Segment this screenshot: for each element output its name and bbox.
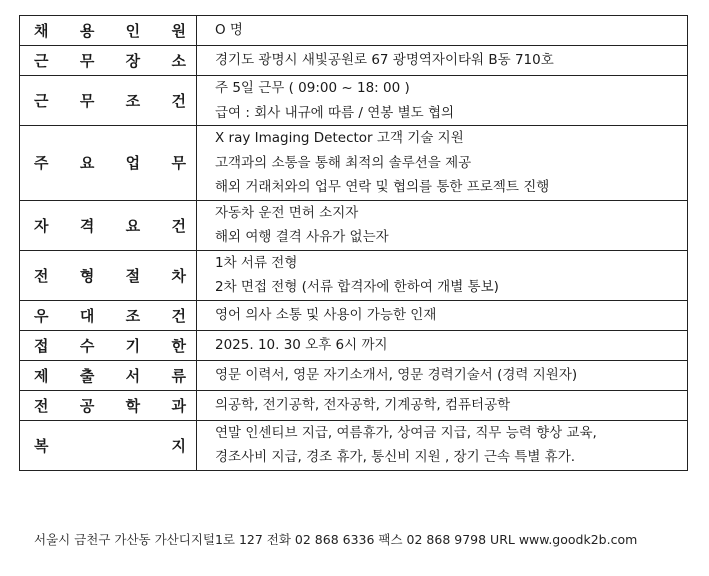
table-row xyxy=(20,420,688,470)
row-label-char: 요 xyxy=(125,216,141,235)
row-value-line: X ray Imaging Detector 고객 기술 지원 xyxy=(215,130,464,146)
row-label-char: 출 xyxy=(79,366,95,385)
company-footer: 서울시 금천구 가산동 가산디지털1로 127 전화 02 868 6336 팩스 02 868 9798 URL www.goodk2b.com xyxy=(34,532,638,547)
row-label-cell xyxy=(20,16,197,46)
row-label-char: 조 xyxy=(125,306,141,325)
row-label-cell xyxy=(20,300,197,330)
table-row xyxy=(20,250,688,300)
row-label-char: 제 xyxy=(34,366,49,385)
row-label xyxy=(34,335,186,356)
row-value-line: 1차 서류 전형 xyxy=(215,254,298,271)
row-value-cell xyxy=(197,76,688,126)
row-label-char: 류 xyxy=(171,366,186,385)
row-value-line: 급여 : 회사 내규에 따름 / 연봉 별도 협의 xyxy=(215,104,455,121)
table-row xyxy=(20,46,688,76)
row-value-cell xyxy=(197,250,688,300)
row-label-char: 근 xyxy=(34,52,49,70)
row-label-char: 격 xyxy=(79,216,95,235)
row-label-cell xyxy=(20,360,197,390)
row-label-char: 한 xyxy=(171,336,186,355)
table-row xyxy=(20,200,688,250)
row-label-char: 근 xyxy=(34,92,49,110)
row-label-char: 조 xyxy=(125,92,141,110)
row-value-line: 자동차 운전 면허 소지자 xyxy=(215,204,359,221)
row-label xyxy=(34,50,186,71)
row-label-char: 학 xyxy=(125,396,141,415)
row-label xyxy=(34,20,186,41)
row-value-line: 경기도 광명시 새빛공원로 67 광명역자이타워 B동 710호 xyxy=(215,52,554,69)
table-row xyxy=(20,126,688,201)
row-label-cell xyxy=(20,250,197,300)
table-row xyxy=(20,16,688,46)
row-value-line: 고객과의 소통을 통해 최적의 솔루션을 제공 xyxy=(215,154,472,171)
row-value-cell xyxy=(197,420,688,470)
row-value-cell xyxy=(197,330,688,360)
row-value-line: 영문 이력서, 영문 자기소개서, 영문 경력기술서 (경력 지원자) xyxy=(215,366,578,383)
row-label-cell xyxy=(20,390,197,420)
row-value-line: 경조사비 지급, 경조 휴가, 통신비 지원 , 장기 근속 특별 휴가. xyxy=(215,449,576,465)
row-label-char: 과 xyxy=(171,396,186,415)
row-label xyxy=(34,215,186,236)
row-value-cell xyxy=(197,126,688,201)
row-label-char: 전 xyxy=(34,396,49,415)
row-value-line: 연말 인센티브 지급, 여름휴가, 상여금 지급, 직무 능력 향상 교육, xyxy=(215,424,597,441)
row-label-char: 전 xyxy=(34,266,49,285)
row-label-char: 우 xyxy=(34,306,49,325)
row-label-char: 수 xyxy=(79,336,95,355)
row-label-char: 건 xyxy=(171,216,186,235)
row-value-line: 해외 거래처와의 업무 연락 및 협의를 통한 프로젝트 진행 xyxy=(215,179,550,195)
row-value-cell xyxy=(197,360,688,390)
row-value-cell xyxy=(197,300,688,330)
row-label xyxy=(34,152,186,173)
row-label-char: 주 xyxy=(34,154,49,173)
row-label-cell xyxy=(20,420,197,470)
row-label-char: 무 xyxy=(79,92,95,110)
row-value-line: 의공학, 전기공학, 전자공학, 기계공학, 컴퓨터공학 xyxy=(215,396,511,413)
row-value-cell xyxy=(197,200,688,250)
row-label-char: 소 xyxy=(171,52,186,70)
row-label-char: 공 xyxy=(79,396,95,415)
row-label xyxy=(34,305,186,326)
row-label xyxy=(34,365,186,386)
row-label xyxy=(34,395,186,416)
row-value-line: 해외 여행 결격 사유가 없는자 xyxy=(215,229,389,245)
row-label-char: 형 xyxy=(79,266,95,285)
row-label-char: 장 xyxy=(125,52,141,70)
row-label-char: 지 xyxy=(171,436,186,455)
row-label-char: 대 xyxy=(79,306,95,325)
row-label-char: 무 xyxy=(79,52,95,70)
recruitment-table xyxy=(19,15,688,471)
row-label-char: 채 xyxy=(34,22,49,40)
recruitment-table-body xyxy=(20,16,688,471)
table-row xyxy=(20,300,688,330)
row-label-cell xyxy=(20,126,197,201)
row-value-line: 주 5일 근무 ( 09:00 ~ 18: 00 ) xyxy=(215,80,410,96)
row-label-char: 무 xyxy=(171,154,186,173)
row-label-char: 원 xyxy=(171,22,186,40)
row-label-cell xyxy=(20,76,197,126)
row-label-char: 인 xyxy=(125,22,141,40)
row-value-line: 영어 의사 소통 및 사용이 가능한 인재 xyxy=(215,306,437,323)
row-value-cell xyxy=(197,390,688,420)
row-label-char: 접 xyxy=(34,336,49,355)
row-value-cell xyxy=(197,46,688,76)
row-label-cell xyxy=(20,200,197,250)
row-value-line: O 명 xyxy=(215,22,243,39)
table-row xyxy=(20,390,688,420)
row-label-char: 자 xyxy=(34,216,49,235)
row-label-cell xyxy=(20,46,197,76)
row-label xyxy=(34,435,186,456)
row-value-cell xyxy=(197,16,688,46)
row-label-char: 건 xyxy=(171,306,186,325)
table-row xyxy=(20,330,688,360)
table-row xyxy=(20,76,688,126)
row-label-char: 절 xyxy=(125,266,141,285)
row-label xyxy=(34,90,186,111)
row-label-char: 용 xyxy=(79,22,95,40)
row-value-line: 2025. 10. 30 오후 6시 까지 xyxy=(215,336,388,353)
table-row xyxy=(20,360,688,390)
row-label-char: 요 xyxy=(79,154,95,173)
row-label-char: 서 xyxy=(125,366,141,385)
row-label-cell xyxy=(20,330,197,360)
row-label-char: 차 xyxy=(171,266,186,285)
row-label-char: 복 xyxy=(34,436,49,455)
row-label-char: 업 xyxy=(125,154,141,173)
row-label xyxy=(34,265,186,286)
row-label-char: 건 xyxy=(171,92,186,110)
row-label-char: 기 xyxy=(125,336,141,355)
row-value-line: 2차 면접 전형 (서류 합격자에 한하여 개별 통보) xyxy=(215,279,499,295)
